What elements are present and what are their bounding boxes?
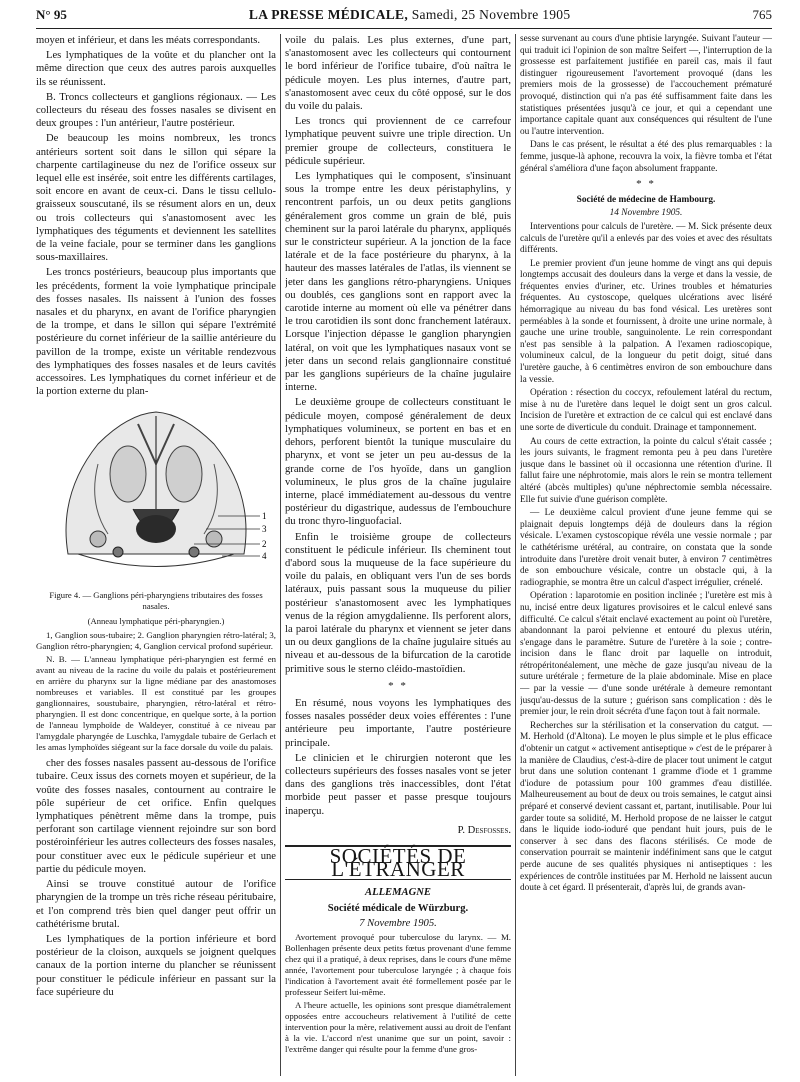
figure-label-1: 1 [262,511,267,522]
figure-note: N. B. — L'anneau lymphatique péri-pharyngien est fermé en avant au niveau de la racine du voile du palais et postérieurement en arrière du pharynx sur la ligne médiane par des anastomoses nombreuses et variables. Il est constitué par les groupes ganglionnaires, soustubaire, pharyngien, rétro-latéral et rétro-pharyngien. Il est donc concentrique, en quelque sorte, à la portion de l'anneau lymphoïde de Waldeyer, constitué à ce niveau par l'amygdale pharyngée de Luschka, l'amygdale tubaire de Gerlach et les amas lymphoïdes siégeant sur la face dorsale du voile du palais. [36,654,276,753]
journal-title: LA PRESSE MÉDICALE, [248,7,409,22]
paragraph: Le premier provient d'un jeune homme de vingt ans qui depuis longtemps accusait des douleurs dans la verge et dans la vessie, de fréquentes envies d'uriner, etc. Urines troubles et hématuries fréquentes. Au cystoscope, quelques ulcérations avec liséré hémorragique au niveau du bas fond vésical. Les uretères sont perméables à la sonde et fournissent, à droite une urine normale, à gauche une urine trouble, sanguinolente. Le rein correspondant n'est pas sensible à la palpation. A l'examen radioscopique, volumineux calcul, de la longueur du petit doigt, situé dans l'uretère gauche, à 6 centimètres environ de son embouchure dans la vessie. [520,258,772,385]
society-heading: Société de médecine de Hambourg. [576,194,716,205]
column-1 [36,34,276,1076]
figure-subcaption: (Anneau lymphatique péri-pharyngien.) [87,615,225,626]
paragraph: cher des fosses nasales passent au-dessous de l'orifice tubaire. Ceux issus des cornets moyen et supérieur, de la voûte des fosses nasales, contournent au contraire le pôle supérieur de cet orifice. Enfin quelques lymphatiques pénètrent même dans la trompe, puis perforant son cartilage viennent rejoindre sur son bord postéroinférieur les autres collecteurs des fosses nasales, pour constituer avec eux le pédicule supérieur et une partie du pédicule moyen. [36,758,276,875]
paragraph: — Le deuxième calcul provient d'une jeune femme qui se plaignait depuis longtemps déjà de douleurs dans la région vésicale. L'examen cystoscopique révéla une vessie normale ; par le cathétérisme urétéral, au contraire, on constata que la sonde introduite dans l'uretère droit venait buter, à environ 7 centimètres de son embouchure vésicale, contre un obstacle qui, à la radiographie, se montra être un calcul d'aspect irrégulier, crénelé. [520,508,772,588]
paragraph: Recherches sur la stérilisation et la conservation du catgut. — M. Herhold (d'Altona). Le moyen le plus simple et le plus efficace d'obtenir un catgut « activement antiseptique » c'est de le préparer à la manière de Claudius, c'est-à-dire de placer tout uniment le catgut brut dans une solution contenant 1 gramme d'iode et 1 gramme d'iodure de potassium pour 100 grammes d'eau distillée. Malheureusement au bout de deux ou trois semaines, le catgut ainsi préparé et conservé devient cassant et, partant, inutilisable. Pour lui garder toute sa solidité, M. Herhold propose de ne laisser le catgut dans le liquide iodo-ioduré que pendant huit jours, puis de le conserver à sec dans des flacons stérilisés. Ce mode de conservation pourrait se maintenir indéfiniment sans que le catgut perde aucune de ses qualités physiques ni antiseptiques : les expériences de contrôle instituées par M. Herhold ne laissent aucun doute à cet égard. Il présenterait, d'après lui, de grands avan- [520,720,772,894]
column-3 [520,34,772,1076]
meeting-date: 7 Novembre 1905. [359,917,437,929]
header-rule [36,28,772,29]
figure-legend: 1, Ganglion sous-tubaire; 2. Ganglion pharyngien rétro-latéral; 3, Ganglion rétro-pharyngien; 4, Ganglion cervical profond supérieur. [36,630,276,652]
paragraph: voile du palais. Les plus externes, d'une part, s'anastomosent avec les collecteurs qui contournent le bord inférieur de l'orifice tubaire, d'où naîtra le pédicule moyen. Les plus internes, d'autre part, s'anastomosent avec ceux du côté opposé, sur le dos du voile du palais. [285,35,511,113]
paragraph: Opération : laparotomie en position inclinée ; l'uretère est mis à nu, incisé entre deux ligatures provisoires et le calcul enlevé sans difficulté. Ce calcul s'était enclavé exactement au point où l'uretère, abandonnant la paroi pelvienne et entouré du plexus utérin, s'engage dans le paramètre. Suture de l'uretère à la soie ; contre-incision dans le flanc droit par laquelle on introduit, rétropéritonéalement, une mèche de gaze jusqu'au niveau de la suture urétérale ; fermeture de la plaie abdominale. Mise en place — par la vessie — d'une sonde urétérale à demeure remontant jusqu'au-dessus de la suture ; guérison sans complication : dès le premier jour, le rein droit sécréta d'une façon tout à fait normale. [520,591,772,718]
column-divider [515,34,516,1076]
pharynx-section-illustration [38,404,274,586]
paragraph: Le clinicien et le chirurgien noteront que les collecteurs supérieurs des fosses nasales vont se jeter dans des ganglions très inaccessibles, dont l'état morbide peut passer et passe presque toujours inaperçu. [285,752,511,817]
country-heading: ALLEMAGNE [365,887,431,899]
paragraph: Avortement provoqué pour tuberculose du larynx. — M. Bollenhagen présente deux petits fœtus provenant d'une femme chez qui il a pratiqué, à deux reprises, dans le cours d'une même année, l'avortement pour tuberculose laryngée ; à chaque fois l'indication à l'avortement avait été formellement posée par le professeur Seifert lui-même. [285,932,511,997]
paragraph: Ainsi se trouve constitué autour de l'orifice pharyngien de la trompe un très riche réseau péritubaire, et l'on comprend très bien quel danger peut offrir un cathétérisme brutal. [36,879,276,930]
column-divider [280,34,281,1076]
paragraph: Interventions pour calculs de l'uretère. — M. Sick présente deux calculs de l'uretère qu'il a enlevés par des voies et avec des résultats différents. [520,221,772,256]
paragraph: Dans le cas présent, le résultat a été des plus remarquables : la femme, jusque-là aphone, recouvra la voix, la fièvre tomba et l'état général s'améliora d'une façon absolument frappante. [520,140,772,174]
paragraph: Les lymphatiques de la voûte et du plancher ont la même direction que ceux des autres parois auxquelles ils se réunissent. [36,50,276,88]
paragraph: Au cours de cette extraction, la pointe du calcul s'était cassée ; les jours suivants, le fragment remonta peu à peu dans l'uretère jusque dans le bassinet où il occasionna une rétention d'urine. Il fallut faire une néphrotomie, mais alors le rein se montra tellement altéré (abcès multiples) qu'une néphrectomie sembla nécessaire. Elle fut suivie d'une guérison complète. [520,436,772,505]
paragraph: En résumé, nous voyons les lymphatiques des fosses nasales posséder deux voies efférentes : l'une antérieure peu importante, l'autre postérieure principale. [285,697,511,749]
paragraph: B. Troncs collecteurs et ganglions régionaux. — Les collecteurs du réseau des fosses nasales se divisent en deux groupes : l'un antérieur, l'autre postérieur. [36,91,276,130]
paragraph: Les lymphatiques qui le composent, s'insinuant sous la trompe entre les deux péristaphylins, y rencontrent parfois, un ou deux petits ganglions généralement gros comme un grain de blé, puis cheminent sur la paroi latérale du pharynx, appliqués sur le constricteur supérieur. A la jonction de la face latérale et de la face postérieure du pharynx, à la hauteur des masses latérales de l'atlas, ils viennent se jeter dans les ganglions rétro-pharyngiens. Uniques ou doublés, ces ganglions sont en rapport avec la carotide interne au moment où elle va pénétrer dans le trou carotidien ils sont donc franchement latéraux. Lorsque l'injection dépasse le ganglion pharyngien latéral, on voit que les lymphatiques nasaux vont se jeter dans un second relais ganglionnaire constitué par les ganglions supérieurs de la chaîne jugulaire interne. [285,171,511,394]
paragraph: Opération : résection du coccyx, refoulement latéral du rectum, mise à nu de l'uretère dans lequel le doigt sent un gros calcul. Incision de l'uretère et extraction de ce calcul qui est enclavé dans une sorte de diverticule du conduit. Drainage et tamponnement. [520,388,772,433]
paragraph: Les troncs qui proviennent de ce carrefour lymphatique peuvent suivre une triple direction. Un premier groupe de collecteurs, constituera le pédicule supérieur. [285,116,511,167]
issue-date: Samedi, 25 Novembre 1905 [411,7,571,22]
masthead [249,7,571,23]
figure-caption: Figure 4. — Ganglions péri-pharyngiens tributaires des fosses nasales. [49,590,263,612]
issue-number: N° 95 [36,7,67,22]
paragraph: moyen et inférieur, et dans les méats correspondants. [36,35,261,46]
society-heading: Société médicale de Würzburg. [327,902,469,914]
paragraph: sesse survenant au cours d'une phtisie laryngée. Suivant l'auteur — qui traduit ici l'opinion de son maître Seifert —, l'interruption de la grossesse est parfaitement justifiée en pareil cas, mais il faut distinguer rigoureusement l'avortement provoqué (dans les premiers mois de la grossesse) de l'accouchement prématuré provoqué, distinction qui n'a pas été suffisamment faite dans les statistiques présentées jusqu'à ce jour, et qui a cependant une importance capitale quant aux conséquences qui résultent de l'une ou l'autre intervention. [520,34,772,137]
section-break: * * [636,178,656,191]
paragraph: A l'heure actuelle, les opinions sont presque diamétralement opposées entre accoucheurs relativement à l'utilité de cette intervention pour la mère, relativement aussi au droit de l'enfant à la vie. L'accord n'est unanime que sur un point, savoir : l'extrême danger qui résulte pour la femme d'une gros- [285,1000,511,1054]
figure-label-3: 3 [262,524,267,535]
paragraph: Les troncs postérieurs, beaucoup plus importants que les précédents, forment la voie lymphatique principale des fosses nasales. Ils naissent à l'union des fosses nasales et du pharynx, en avant de l'orifice pharyngien de la trompe, et dans le sillon qui sépare l'extrémité postérieure du cornet inférieur de la saillie antérieure du pavillon de la trompe, existe un véritable rendezvous des lymphatiques des fosses nasales et de leurs cavités accessoires. Les lymphatiques du cornet inférieur et de la portion externe du plan- [36,267,276,398]
page-header [36,4,772,26]
paragraph: Les lymphatiques de la portion inférieure et bord postérieur de la cloison, auxquels se joignent quelques canaux de la portion interne du plancher se réunissent pour constituer le pédicule inférieur en passant sur la face supérieure du [36,933,276,998]
meeting-date: 14 Novembre 1905. [609,208,683,219]
figure-label-2: 2 [262,539,267,550]
column-2 [285,34,511,1076]
page-number: 765 [752,7,772,22]
figure-label-4: 4 [262,551,267,562]
paragraph: Le deuxième groupe de collecteurs constituant le pédicule moyen, composé généralement de deux lymphatiques volumineux, se portent en bas et en dehors, perforent bientôt la tunique musculaire du pharynx, et vont se jeter un peu au-dessus de la grande corne de l'os hyoïde, dans un ganglion volumineux, le plus gros de la chaîne jugulaire interne, placé immédiatement au-dessous du ventre postérieur du digastrique, audessus de l'embouchure du tronc thyro-linguofacial. [285,397,511,528]
paragraph: De beaucoup les moins nombreux, les troncs antérieurs sortent soit dans le sillon qui sépare la charpente cartilagineuse du nez de l'orifice osseux sur lequel elle est insérée, soit entre les différents cartilages, soit encore en avant de ceux-ci. Dans le tissu cellulo-graisseux souscutané, ils se résument alors en un, deux ou trois collecteurs qui s'anastomosent avec les lymphatiques des téguments et deviennent les satellites de la veine faciale, pour se terminer dans les ganglions sous-maxillaires. [36,133,276,264]
section-break: * * [388,679,408,692]
anatomical-figure [36,404,276,586]
author-signature: P. Desfosses. [457,824,511,836]
paragraph: Enfin le troisième groupe de collecteurs constituent le pédicule inférieur. Ils cheminent tout d'abord sous la muqueuse de la face supérieure du voile du palais, en obliquant vers l'un de ses bords latéraux, puis passant sous la muqueuse du pilier postérieur s'anastomosent avec les lymphatiques venus de la région amygdalienne. Ils perforent alors, la paroi latérale du pharynx et viennent se jeter dans un ou deux ganglions de la chaîne jugulaire situés au niveau et au-dessous de la bifurcation de la carotide primitive sous le sterno cléido-mastoïdien. [285,531,511,675]
section-title: SOCIÉTÉS DE L'ÉTRANGER [285,845,511,880]
